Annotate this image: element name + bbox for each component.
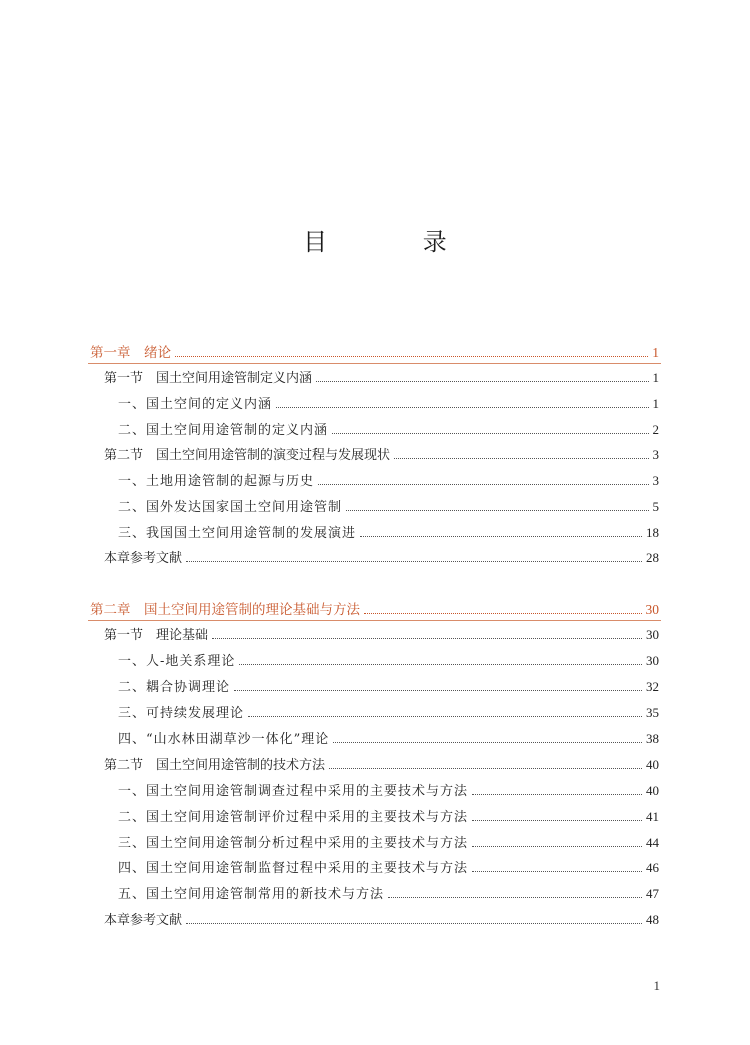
toc-page-number: 46 [646,860,659,875]
leader-dots [175,356,648,357]
toc-subsection[interactable] [118,522,659,544]
toc-subsection[interactable] [118,857,659,879]
leader-dots [234,690,642,691]
toc-subsection[interactable] [118,393,659,415]
toc-references[interactable] [104,909,659,931]
toc-page-number: 1 [652,345,659,360]
toc-section[interactable] [104,367,659,389]
leader-dots [360,536,642,537]
toc-label: 本章参考文献 [104,551,183,566]
toc-label: 一、人-地关系理论 [118,654,236,669]
toc-subsection[interactable] [118,419,659,441]
toc-subsection[interactable] [118,806,659,828]
toc-subsection[interactable] [118,650,659,672]
toc-label: 三、可持续发展理论 [118,706,245,721]
toc-chapter-1[interactable] [90,342,659,364]
toc-page-number: 32 [646,679,659,694]
toc-section[interactable] [104,444,659,466]
toc-page-number: 30 [646,627,659,642]
toc-section[interactable] [104,624,659,646]
leader-dots [239,664,642,665]
leader-dots [186,561,642,562]
toc-page-number: 38 [646,731,659,746]
leader-dots [248,716,642,717]
toc-label: 三、我国国土空间用途管制的发展演进 [118,526,357,541]
leader-dots [388,897,642,898]
toc-label: 第一节 理论基础 [104,628,209,643]
toc-label: 本章参考文献 [104,913,183,928]
chapter-rule [88,620,661,621]
toc-label: 二、国土空间用途管制评价过程中采用的主要技术与方法 [118,810,469,825]
toc-page-number: 30 [646,653,659,668]
toc-page-number: 30 [645,602,659,617]
chapter-rule [88,363,661,364]
leader-dots [472,820,642,821]
toc-label: 五、国土空间用途管制常用的新技术与方法 [118,887,385,902]
toc-page-number: 3 [652,473,659,488]
toc-page-number: 2 [652,422,659,437]
leader-dots [332,433,648,434]
leader-dots [316,381,648,382]
toc-label: 第二章 国土空间用途管制的理论基础与方法 [90,602,360,618]
leader-dots [329,768,642,769]
leader-dots [394,458,648,459]
toc-page-number: 44 [646,835,659,850]
toc-label: 二、国外发达国家国土空间用途管制 [118,500,343,515]
toc-page-number: 40 [646,757,659,772]
toc-label: 三、国土空间用途管制分析过程中采用的主要技术与方法 [118,836,469,851]
toc-page-number: 28 [646,550,659,565]
toc-subsection[interactable] [118,496,659,518]
leader-dots [212,638,642,639]
toc-subsection[interactable] [118,702,659,724]
toc-page-number: 5 [652,499,659,514]
toc-label: 二、耦合协调理论 [118,680,231,695]
toc-subsection[interactable] [118,883,659,905]
toc-page-number: 47 [646,886,659,901]
toc-subsection[interactable] [118,470,659,492]
leader-dots [364,613,642,614]
toc-references[interactable] [104,547,659,569]
leader-dots [333,742,642,743]
toc-page-number: 35 [646,705,659,720]
toc-chapter-2[interactable] [90,599,659,621]
leader-dots [318,484,648,485]
toc-section[interactable] [104,754,659,776]
leader-dots [472,846,642,847]
toc-page-number: 18 [646,525,659,540]
toc-label: 一、国土空间的定义内涵 [118,397,273,412]
toc-page-number: 41 [646,809,659,824]
toc-label: 二、国土空间用途管制的定义内涵 [118,423,329,438]
toc-label: 四、国土空间用途管制监督过程中采用的主要技术与方法 [118,861,469,876]
toc-page-number: 40 [646,783,659,798]
toc-page-number: 1 [652,396,659,411]
toc-label: 一、土地用途管制的起源与历史 [118,474,315,489]
toc-page-number: 48 [646,912,659,927]
leader-dots [276,407,648,408]
toc-label: 第一节 国土空间用途管制定义内涵 [104,371,313,386]
toc-label: 第二节 国土空间用途管制的演变过程与发展现状 [104,448,391,463]
toc-label: 四、“山水林田湖草沙一体化”理论 [118,732,330,747]
toc-page-number: 3 [652,447,659,462]
leader-dots [472,871,642,872]
toc-subsection[interactable] [118,832,659,854]
toc-label: 第二节 国土空间用途管制的技术方法 [104,758,326,773]
leader-dots [186,923,642,924]
toc-subsection[interactable] [118,780,659,802]
toc-label: 一、国土空间用途管制调查过程中采用的主要技术与方法 [118,784,469,799]
page-title: 目 录 [303,228,491,256]
leader-dots [472,794,642,795]
leader-dots [346,510,648,511]
toc-page-number: 1 [652,370,659,385]
toc-subsection[interactable] [118,728,659,750]
page-number-footer: 1 [653,978,660,993]
toc-subsection[interactable] [118,676,659,698]
toc-label: 第一章 绪论 [90,345,171,361]
